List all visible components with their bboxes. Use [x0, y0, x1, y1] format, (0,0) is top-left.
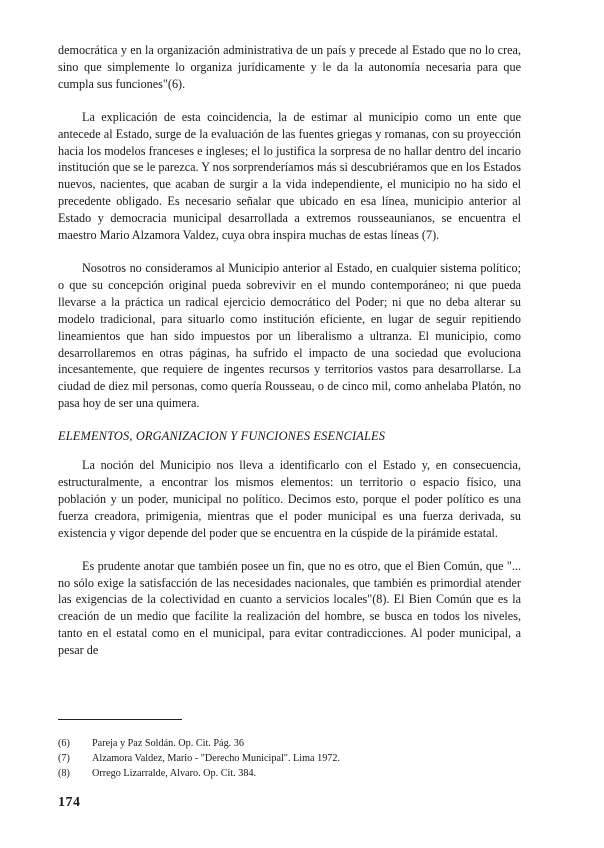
footnote-item — [58, 737, 521, 752]
footnote-text: Orrego Lizarralde, Alvaro. Op. Cit. 384. — [92, 767, 257, 779]
page-number: 174 — [58, 795, 81, 810]
footnote-number: (6) — [58, 738, 70, 749]
footnote-text: Pareja y Paz Soldán. Op. Cit. Pág. 36 — [92, 738, 244, 749]
paragraph-continuation: democrática y en la organización administrativa de un país y precede al Estado que no lo crea, sino que simplemente lo organiza jurídicamente y le da la autonomía necesaria para que cumpla sus funciones"(6). — [58, 43, 521, 91]
footnote-item — [58, 767, 521, 782]
paragraph-coincidence: La explicación de esta coincidencia, la de estimar al municipio como un ente que antecede al Estado, surge de la evaluación de las fuentes griegas y romanas, con su proyección hacia los modelos franceses e ingleses; el lo justifica la sorpresa de no hallar dentro del incario institución que se le parezca. Y nos sorprenderíamos más si descubriéramos que en los Estados nuevos, nacientes, que acaban de surgir a la vida independiente, el municipio no ha sido el precedente obligado. Es necesario señalar que ubicado en esa línea, municipio anterior al Estado y democracia municipal desarrollada a extremos rousseaunianos, se encuentra el maestro Mario Alzamora Valdez, cuya obra inspira muchas de estas líneas (7). — [58, 109, 521, 243]
paragraph-common-good: Es prudente anotar que también posee un fin, que no es otro, que el Bien Común, que "... no sólo exige la satisfacción de las necesidades nacionales, que también es primordial atender las exigencias de la colectividad en cuanto a servicios locales"(8). El Bien Común que es la creación de un medio que facilite la realización del hombre, se busca en todos los niveles, tanto en el estatal como en el municipal, para evitar contradicciones. Al poder municipal, a pesar de — [58, 558, 521, 658]
section-heading: ELEMENTOS, ORGANIZACION Y FUNCIONES ESENCIALES — [58, 429, 386, 444]
footnote-item — [58, 752, 521, 767]
paragraph-elements: La noción del Municipio nos lleva a identificarlo con el Estado y, en consecuencia, estructuralmente, a encontrar los mismos elementos: un territorio o espacio físico, una población y un poder, municipal no político. Decimos esto, porque el poder político es una fuerza creadora, primigenia, mientras que el poder municipal es una fuerza derivada, su existencia y vigor depende del poder que se encuentra en la cúspide de la pirámide estatal. — [58, 458, 521, 540]
footnote-text: Alzamora Valdez, Mario - "Derecho Municipal". Lima 1972. — [92, 752, 341, 764]
paragraph-our-position: Nosotros no consideramos al Municipio anterior al Estado, en cualquier sistema político; o que su concepción original pueda sobrevivir en el mundo contemporáneo; ni que pueda llevarse a la práctica un radical ejercicio democrático del Poder; ni que no deba alterar su modelo tradicional, para situarlo como institución eficiente, en lugar de seguir repitiendo lineamientos que han sido impuestos por un liberalismo a ultranza. El municipio, como desarrollaremos en otras páginas, ha sufrido el impacto de una sociedad que evoluciona incesantemente, que requiere de ingentes recursos y territorios vastos para desarrollarse. La ciudad de diez mil personas, como quería Rousseau, o de cinco mil, como anhelaba Platón, no pasa hoy de ser una quimera. — [58, 260, 521, 411]
footnote-number: (8) — [58, 767, 70, 779]
footnotes — [58, 737, 521, 781]
footnote-divider — [58, 719, 182, 720]
page-body — [58, 42, 521, 659]
footnote-number: (7) — [58, 752, 70, 764]
